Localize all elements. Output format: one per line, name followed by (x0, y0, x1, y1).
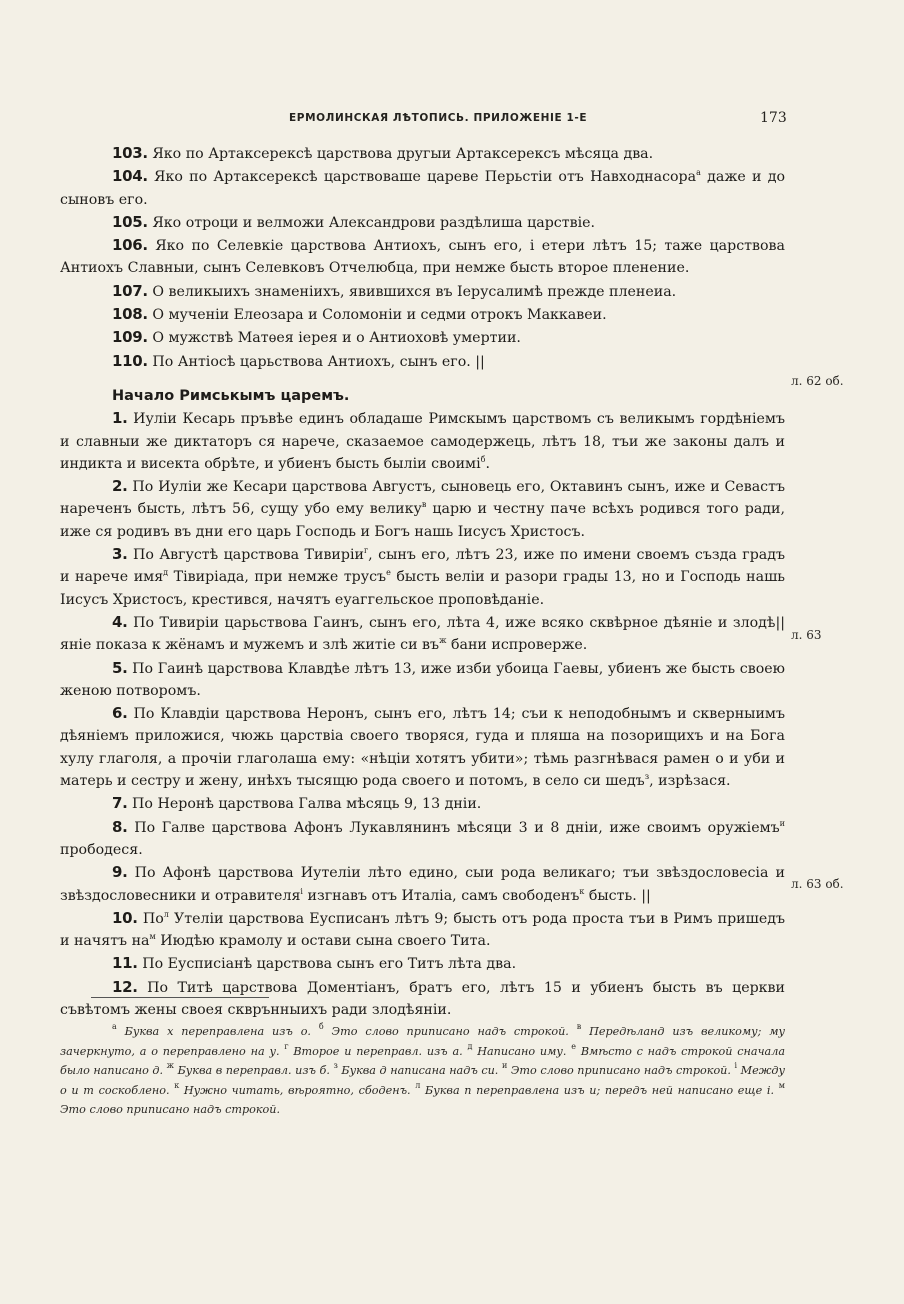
entry-number: 108. (112, 305, 148, 324)
entry-text: бани испроверже. (446, 637, 588, 654)
entry-text: По Клавдіи царствова Неронъ, сынъ его, лѣтъ 14; съи к неподобнымъ и скверныимъ дѣяніемъ приложися, чюжь царствіа своего творяся, гуда и пляша на позорищихъ и на Бога хулу глаголя, а прочіи глаголаша ему: «нѣціи хотятъ убити»; тѣмь разгнѣвася рамен о и уби и матерь и сестру и жену, инѣхъ тысящю рода своего и потомъ, в село си шедъ (60, 706, 785, 790)
footnote-ref: з (644, 772, 650, 782)
footnote-text: Буква п переправлена изъ и; передъ ней написано еще і. (420, 1083, 779, 1097)
entry-text: царю и честну паче всѣхъ родився того ради, иже ся родивъ въ дни его царь Господь и Богъ нашь Іисусъ Христосъ. (60, 501, 785, 540)
entry-text: Яко по Селевкіе царствова Антиохъ, сынъ его, і етери лѣтъ 15; таже царствова Антиохъ Славныи, сынъ Селевковъ Отчелюбца, при немже бысть второе пленение. (60, 238, 785, 277)
footnote-text: Передѣланд изъ великому; му зачеркнуто, а о переправлено на у. (60, 1025, 786, 1058)
entry-110 (60, 350, 785, 373)
entry-3 (60, 543, 785, 611)
footnote-text: Второе и переправл. изъ а. (288, 1044, 468, 1058)
entry-text: По Галве царствова Афонъ Лукавлянинъ мѣсяци 3 и 8 дніи, иже своимъ оружіемъ (127, 819, 780, 836)
entry-108 (60, 303, 785, 326)
entry-1 (60, 407, 785, 475)
footnote-text: Буква в переправл. изъ б. (174, 1064, 334, 1078)
entry-103 (60, 142, 785, 165)
entry-number: 1. (112, 409, 128, 428)
entry-number: 11. (112, 954, 138, 973)
footnote-ref: м (149, 932, 156, 942)
entry-text: Тівиріада, при немже трусъ (168, 569, 387, 586)
entry-number: 4. (112, 612, 128, 631)
entry-text: По Антіосѣ царьствова Антиохъ, сынъ его. || (147, 353, 485, 370)
entry-text: Яко по Артаксерексѣ царствова другыи Артаксерексъ мѣсяца два. (147, 146, 654, 162)
entry-text: Июдѣю крамолу и остави сына своего Тита. (155, 933, 491, 950)
footnote-ref: е (386, 568, 391, 578)
running-head: ЕРМОЛИНСКАЯ ЛѢТОПИСЬ. ПРИЛОЖЕНІЕ 1-Е (289, 112, 588, 124)
entry-text: изгнавъ отъ Италіа, самъ свободенъ (302, 887, 580, 904)
entry-text: По Еусписіанѣ царствова сынъ его Титъ лѣта два. (137, 956, 517, 973)
margin-note-folio: л. 62 об. (791, 374, 844, 388)
entry-text: Яко по Артаксерексѣ царствоваше цареве Перьстіи отъ Навходнасора (147, 169, 697, 186)
entry-number: 104. (112, 167, 148, 186)
entry-text: По Иуліи же Кесари царствова Августъ, сыновець его, Октавинъ сынъ, иже и Севастъ нареченъ бысть, лѣтъ 56, сущу убо ему велику (60, 479, 785, 518)
entry-number: 107. (112, 281, 148, 300)
footnote-text: Нужно читать, вѣроятно, сбоденъ. (179, 1083, 416, 1097)
entry-number: 9. (112, 863, 128, 882)
section-heading: Начало Римськымъ царемъ. (112, 387, 350, 404)
entry-text: О великыихъ знаменіихъ, явившихся въ Іерусалимѣ прежде пленеиа. (147, 283, 677, 300)
footnote-ref: а (696, 168, 701, 178)
entry-text: По Августѣ царствова Тивиріи (127, 547, 364, 564)
entry-text: По Тивиріи царьствова Гаинъ, сынъ его, лѣта 4, иже всяко сквѣрное дѣяніе и злодѣ||яніе показа к жёнамъ и мужемъ и злѣ житіе си въ (60, 614, 785, 654)
footnote-divider (91, 997, 269, 998)
footnote-ref: л (163, 909, 169, 919)
footnote-mark: и (501, 1061, 508, 1071)
entry-number: 7. (112, 794, 128, 813)
footnote-text: Это слово приписано надъ строкой. (60, 1103, 281, 1117)
entry-text: прободеся. (60, 841, 143, 858)
entry-text: , сынъ его, лѣтъ 23, иже по имени своемъ създа градъ и нарече имя (60, 547, 785, 586)
footnote-ref: к (579, 886, 585, 896)
entry-109 (60, 326, 785, 349)
entry-number: 103. (112, 144, 148, 162)
entry-number: 109. (112, 328, 148, 347)
entry-4 (60, 611, 785, 657)
footnote-ref: і (300, 886, 303, 896)
entry-text: бысть. || (584, 887, 651, 904)
footnote-mark: ж (166, 1061, 174, 1071)
footnote-mark: д (467, 1041, 473, 1051)
entry-text: , изрѣзася. (649, 773, 731, 790)
entry-text: Яко отроци и велможи Александрови раздѣлиша царствіе. (147, 214, 596, 231)
footnote-mark: л (415, 1080, 421, 1090)
entry-text: По Титѣ царствова Доментіанъ, братъ его, лѣтъ 15 и убиенъ бысть въ церкви съвѣтомъ жены своея скврънныихъ ради злодѣяніи. (60, 979, 785, 1018)
margin-note-folio: л. 63 (791, 628, 822, 642)
entry-number: 10. (112, 908, 138, 927)
main-text (60, 142, 785, 1021)
entry-text: По Афонѣ царствова Иутеліи лѣто едино, сыи рода великаго; тъи звѣздословесіа и звѣздословесники и отравителя (60, 865, 785, 904)
entry-number: 5. (112, 658, 128, 677)
footnote-mark: а (112, 1022, 117, 1031)
page-header (0, 110, 904, 130)
footnote-mark: і (734, 1061, 738, 1071)
footnote-text: Между о и т соскоблено. (60, 1064, 786, 1097)
entry-number: 105. (112, 212, 148, 231)
footnote-ref: д (163, 568, 169, 578)
entry-text: По Неронѣ царствова Галва мѣсяць 9, 13 дніи. (127, 796, 482, 813)
footnote-ref: г (363, 546, 369, 556)
footnote-text: Вмѣсто с надъ строкой сначала было написано д. (60, 1044, 786, 1078)
footnote-text: Это слово приписано надъ строкой. (507, 1064, 735, 1078)
entry-text: даже и до сыновъ его. (60, 169, 785, 208)
entry-12 (60, 976, 785, 1022)
entry-8 (60, 816, 785, 862)
page-number: 173 (760, 110, 787, 126)
footnote-ref: и (779, 818, 785, 828)
entry-104 (60, 165, 785, 211)
entry-number: 2. (112, 477, 128, 496)
footnote-mark: г (284, 1041, 289, 1051)
entry-5 (60, 657, 785, 703)
margin-note-folio: л. 63 об. (791, 877, 844, 891)
footnote-text: Буква д написана надъ си. (337, 1064, 502, 1078)
footnote-text: Буква х переправлена изъ о. (116, 1025, 319, 1038)
footnote-mark: б (318, 1022, 324, 1031)
entry-text: О мужствѣ Матѳея іерея и о Антиоховѣ умертии. (147, 330, 521, 347)
entry-106 (60, 234, 785, 280)
entry-105 (60, 211, 785, 234)
entry-107 (60, 280, 785, 303)
entry-text: По (137, 910, 164, 927)
entry-6 (60, 702, 785, 792)
footnote-ref: в (421, 500, 427, 510)
footnote-mark: в (576, 1022, 582, 1031)
entry-11 (60, 952, 785, 975)
entry-number: 110. (112, 351, 148, 370)
footnote-mark: е (571, 1041, 577, 1051)
entry-number: 12. (112, 977, 138, 996)
footnote-text: Это слово приписано надъ строкой. (323, 1025, 577, 1038)
entry-text: Утеліи царствова Еусписанъ лѣтъ 9; бысть отъ рода проста тъи в Римъ пришедъ и начятъ на (60, 910, 785, 950)
entry-text: . (485, 455, 490, 472)
entry-text: По Гаинѣ царствова Клавдѣе лѣтъ 13, иже изби убоица Гаевы, убиенъ же бысть своею женою потворомъ. (60, 660, 785, 699)
entry-text: Иуліи Кесарь пръвѣе единъ обладаше Римскымъ царствомъ съ великымъ гордѣніемъ и славныи же диктаторъ ся нарече, сказаемое самодержець, лѣтъ 18, тъи же законы далъ и индикта и висекта обрѣте, и убиенъ бысть быліи своимі (60, 411, 785, 472)
footnote-text: Написано иму. (472, 1044, 572, 1058)
footnote-ref: ж (439, 636, 447, 646)
entry-text: О мученіи Елеозара и Соломоніи и седми отрокъ Маккавеи. (147, 307, 607, 324)
footnote-mark: м (778, 1080, 785, 1090)
footnote-ref: б (480, 454, 486, 464)
entry-number: 3. (112, 545, 128, 564)
footnote-mark: з (333, 1061, 338, 1071)
footnote-mark: к (174, 1080, 180, 1090)
entry-number: 8. (112, 817, 128, 836)
footnotes (60, 1022, 785, 1120)
entry-7 (60, 792, 785, 815)
entry-text: бысть веліи и разори грады 13, но и Господь нашь Іисусъ Христосъ, крестився, начятъ еуаггельское проповѣданіе. (60, 569, 785, 608)
entry-number: 106. (112, 236, 148, 255)
entry-10 (60, 907, 785, 953)
entry-2 (60, 475, 785, 543)
entry-9 (60, 861, 785, 907)
entry-number: 6. (112, 704, 128, 723)
